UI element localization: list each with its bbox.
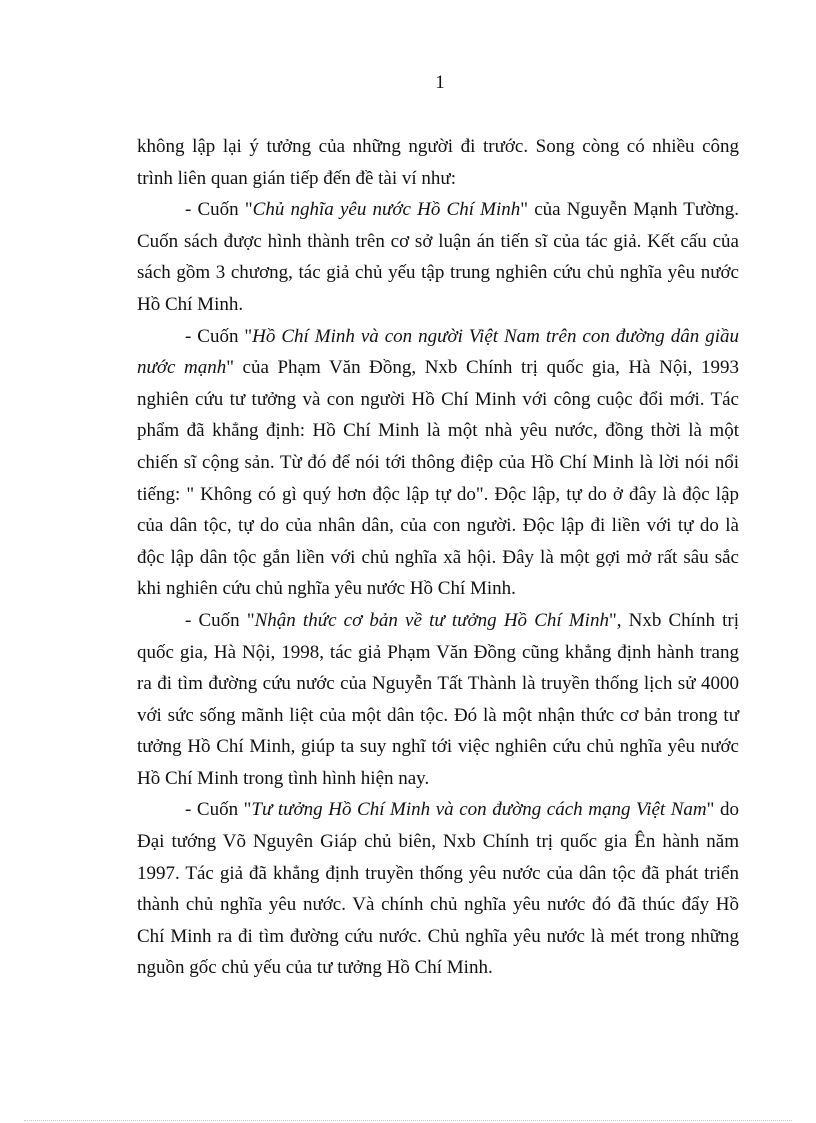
paragraph-continuation: không lập lại ý tưởng của những người đi trước. Song còng có nhiều công trình liên quan gián tiếp đến đề tài ví như: xyxy=(137,136,739,189)
book-title: Tư tưởng Hồ Chí Minh và con đường cách mạng Việt Nam xyxy=(251,799,707,821)
paragraph-text: " của Phạm Văn Đồng, Nxb Chính trị quốc gia, Hà Nội, 1993 nghiên cứu tư tưởng và con người Hồ Chí Minh với công cuộc đổi mới. Tác phẩm đã khẳng định: Hồ Chí Minh là một nhà yêu nước, đồng thời là một chiến sĩ cộng sản. Từ đó để nói tới thông điệp của Hồ Chí Minh là lời nói nổi tiếng: " Không có gì quý hơn độc lập tự do". Độc lập, tự do ở đây là độc lập của dân tộc, tự do của nhân dân, của con người. Độc lập đi liền với tự do là độc lập dân tộc gắn liền với chủ nghĩa xã hội. Đây là một gợi mở rất sâu sắc khi nghiên cứu chủ nghĩa yêu nước Hồ Chí Minh. xyxy=(137,357,739,600)
paragraph-text: " do Đại tướng Võ Nguyên Giáp chủ biên, Nxb Chính trị quốc gia Ên hành năm 1997. Tác giả đã khẳng định truyền thống yêu nước của dân tộc đã phát triển thành chủ nghĩa yêu nước. Và chính chủ nghĩa yêu nước đó đã thúc đẩy Hồ Chí Minh ra đi tìm đường cứu nước. Chủ nghĩa yêu nước là mét trong những nguồn gốc chủ yếu của tư tưởng Hồ Chí Minh. xyxy=(137,799,739,979)
book-title: Chủ nghĩa yêu nước Hồ Chí Minh xyxy=(252,199,521,221)
document-body xyxy=(137,131,739,984)
paragraph-prefix: - Cuốn " xyxy=(185,325,253,347)
paragraph-book-4 xyxy=(137,794,739,984)
paragraph-text: " của Nguyễn Mạnh Tường. Cuốn sách được hình thành trên cơ sở luận án tiến sĩ của tác giả. Kết cấu của sách gồm 3 chương, tác giả chủ yếu tập trung nghiên cứu chủ nghĩa yêu nước Hồ Chí Minh. xyxy=(137,199,739,315)
book-title: Hồ Chí Minh và con người Việt Nam trên con đường dân giầu nước mạnh xyxy=(137,325,739,379)
paragraph-prefix: - Cuốn " xyxy=(185,609,255,631)
paragraph-book-1 xyxy=(137,194,739,320)
page-number: 1 xyxy=(435,72,445,93)
page-bottom-divider xyxy=(24,1120,792,1121)
book-title: Nhận thức cơ bản về tư tưởng Hồ Chí Minh xyxy=(254,609,609,631)
paragraph-text: ", Nxb Chính trị quốc gia, Hà Nội, 1998, tác giả Phạm Văn Đồng cũng khẳng định hành trang ra đi tìm đường cứu nước của Nguyễn Tất Thành là truyền thống lịch sử 4000 với sức sống mãnh liệt của một dân tộc. Đó là một nhận thức cơ bản trong tư tưởng Hồ Chí Minh, giúp ta suy nghĩ tới việc nghiên cứu chủ nghĩa yêu nước Hồ Chí Minh trong tình hình hiện nay. xyxy=(137,609,740,789)
paragraph-book-3 xyxy=(137,605,739,795)
paragraph-prefix: - Cuốn " xyxy=(185,199,253,221)
paragraph-prefix: - Cuốn " xyxy=(185,799,252,821)
paragraph-book-2 xyxy=(137,321,739,605)
